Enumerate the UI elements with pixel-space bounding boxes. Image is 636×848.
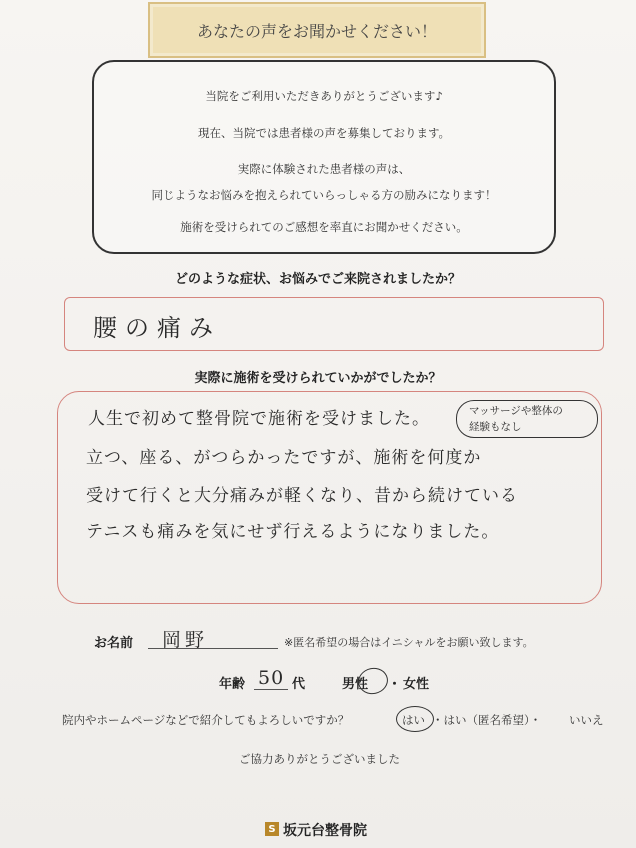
clinic-logo-glyph: S (268, 823, 276, 835)
question-symptom: どのような症状、お悩みでご来院されましたか？ (174, 272, 461, 287)
thanks-message: ご協力ありがとうございました (239, 752, 400, 766)
page-title-banner (148, 2, 486, 58)
name-label: お名前 (94, 636, 134, 651)
answer-box-symptom (64, 297, 604, 351)
gender-female: 女性 (403, 677, 430, 692)
intro-box (92, 60, 556, 254)
name-underline (148, 648, 278, 649)
clinic-logo-icon (265, 822, 279, 836)
side-note-line-2: 経験もなし (469, 421, 522, 433)
age-label: 年齢 (219, 677, 246, 692)
age-suffix: 代 (292, 677, 306, 692)
question-impression: 実際に施術を受けられていかがでしたか？ (194, 371, 442, 386)
consent-option-anon: ・はい（匿名希望）・ (432, 713, 542, 727)
consent-option-no: いいえ (569, 713, 604, 727)
answer-symptom: 腰の痛み (93, 314, 221, 342)
answer-line-1: 人生で初めて整骨院で施術を受けました。 (88, 409, 430, 429)
gender-male-circle (356, 665, 391, 697)
intro-line-4: 同じようなお悩みを抱えられていらっしゃる方の励みになります！ (151, 188, 497, 202)
page-title: あなたの声をお聞かせください！ (196, 21, 437, 41)
age-underline (254, 689, 288, 690)
consent-option-yes: はい (402, 713, 425, 727)
consent-yes-circle (396, 706, 434, 732)
intro-line-5: 施術を受けられてのご感想を率直にお聞かせください。 (180, 220, 468, 234)
side-note-bubble (456, 400, 598, 438)
intro-line-1: 当院をご利用いただきありがとうございます♪ (205, 89, 443, 103)
name-value: 岡野 (162, 629, 209, 651)
answer-line-4: テニスも痛みを気にせず行えるようになりました。 (86, 522, 500, 542)
gender-male: 男性 (342, 677, 369, 692)
age-value: 50 (258, 667, 285, 689)
intro-line-3: 実際に体験された患者様の声は、 (237, 162, 411, 176)
answer-line-3: 受けて行くと大分痛みが軽くなり、昔から続けている (86, 486, 518, 506)
intro-line-2: 現在、当院では患者様の声を募集しております。 (197, 126, 451, 140)
consent-question: 院内やホームページなどで紹介してもよろしいですか？ (62, 713, 350, 727)
clinic-name: 坂元台整骨院 (283, 823, 367, 839)
side-note-line-1: マッサージや整体の (469, 405, 563, 417)
answer-line-2: 立つ、座る、がつらかったですが、施術を何度か (86, 448, 482, 468)
name-note: ※匿名希望の場合はイニシャルをお願い致します。 (284, 636, 534, 649)
gender-separator: ・ (388, 677, 402, 692)
